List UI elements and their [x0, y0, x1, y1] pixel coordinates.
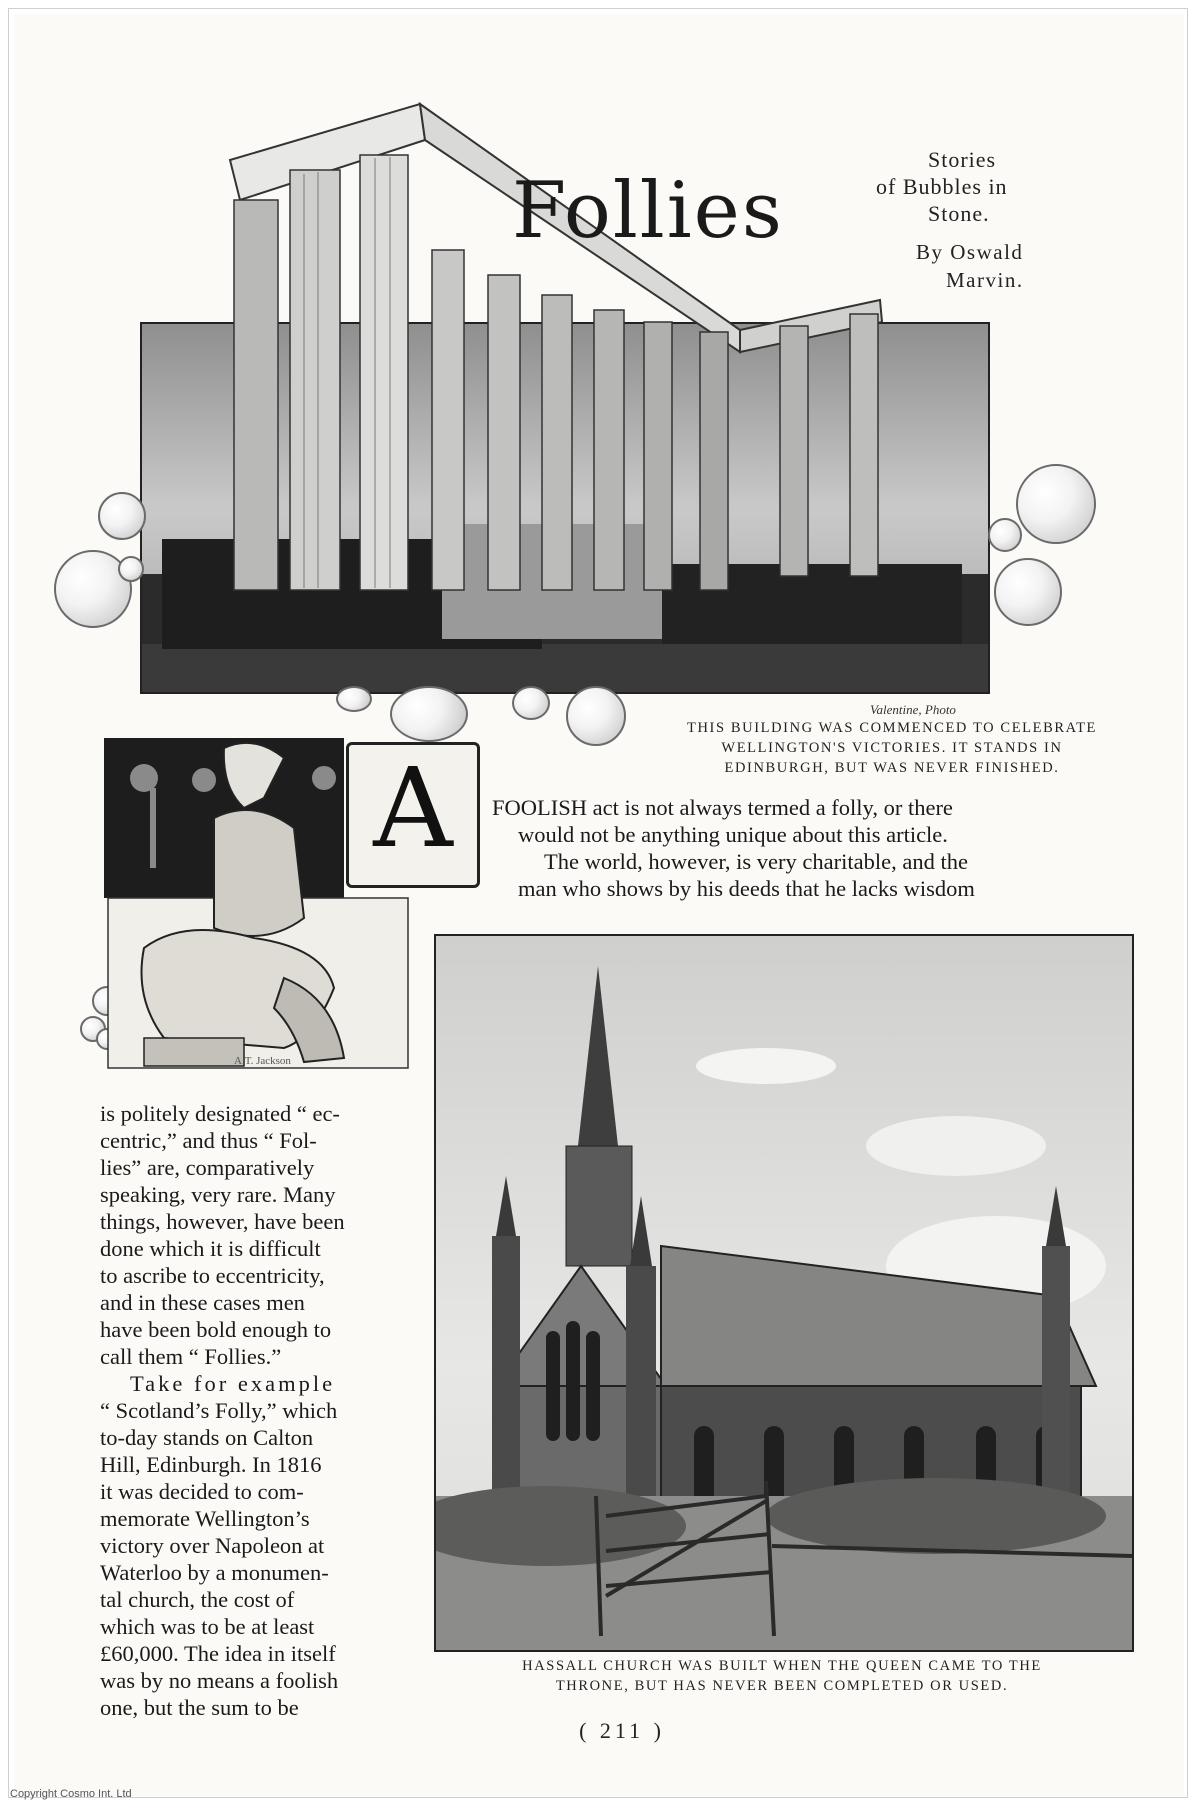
text-line: tal church, the cost of [100, 1587, 295, 1612]
text-line: “ Scotland’s Folly,” which [100, 1398, 338, 1423]
body-column [100, 1100, 402, 1721]
text-line: centric,” and thus “ Fol- [100, 1128, 317, 1153]
church-illustration [436, 936, 1132, 1650]
bubble-decoration [118, 556, 144, 582]
text-line: one, but the sum to be [100, 1695, 299, 1720]
bubble-decoration [1016, 464, 1096, 544]
text-line: Waterloo by a monumen- [100, 1560, 329, 1585]
drop-cap-panel [346, 742, 480, 888]
text-line: The world, however, is very charitable, and the [544, 849, 968, 874]
caption-line: WELLINGTON'S VICTORIES. IT STANDS IN [721, 740, 1063, 756]
text-line: memorate Wellington’s [100, 1506, 310, 1531]
text-line: lies” are, comparatively [100, 1155, 315, 1180]
text-line: it was decided to com- [100, 1479, 304, 1504]
text-line: to-day stands on Calton [100, 1425, 314, 1450]
bubble-decoration [512, 686, 550, 720]
text-line: speaking, very rare. Many [100, 1182, 336, 1207]
bubble-decoration [336, 686, 372, 712]
text-line: man who shows by his deeds that he lacks wisdom [518, 876, 975, 901]
text-line: have been bold enough to [100, 1317, 332, 1342]
caption-line: HASSALL CHURCH WAS BUILT WHEN THE QUEEN CAME TO THE [522, 1658, 1042, 1674]
text-line: and in these cases men [100, 1290, 305, 1315]
bubble-decoration [988, 518, 1022, 552]
caption-line: THRONE, BUT HAS NEVER BEEN COMPLETED OR USED. [555, 1678, 1009, 1694]
caption-line: EDINBURGH, BUT WAS NEVER FINISHED. [724, 760, 1060, 776]
subtitle-line: Stories [928, 147, 997, 172]
subtitle-line: of Bubbles in [876, 174, 1008, 199]
text-line: victory over Napoleon at [100, 1533, 325, 1558]
page-number: ( 211 ) [579, 1718, 665, 1743]
text-line: Hill, Edinburgh. In 1816 [100, 1452, 322, 1477]
copyright-notice: Copyright Cosmo Int. Ltd [10, 1788, 132, 1800]
bubble-decoration [390, 686, 468, 742]
church-photo [434, 934, 1134, 1652]
bubble-decoration [994, 558, 1062, 626]
text-line: would not be anything unique about this article. [518, 822, 948, 847]
opening-paragraph [492, 794, 1130, 902]
subtitle-line: Stone. [928, 201, 990, 226]
monument-caption [632, 718, 1152, 778]
byline [916, 238, 1116, 294]
bubble-decoration [98, 492, 146, 540]
text-line: to ascribe to eccentricity, [100, 1263, 325, 1288]
photo-credit: Valentine, Photo [870, 702, 956, 717]
text-line: call them “ Follies.” [100, 1344, 282, 1369]
text-line: which was to be at least [100, 1614, 315, 1639]
byline-line: Marvin. [946, 268, 1024, 292]
article-title: Follies [512, 166, 784, 257]
drop-cap-letter: A [373, 744, 453, 872]
church-caption [434, 1656, 1130, 1696]
byline-line: By Oswald [916, 240, 1024, 264]
caption-line: THIS BUILDING WAS COMMENCED TO CELEBRATE [687, 720, 1097, 736]
bubble-decoration [566, 686, 626, 746]
article-subtitle [876, 146, 1106, 227]
text-line: Take for example [130, 1371, 336, 1396]
text-line: FOOLISH act is not always termed a folly, or there [492, 795, 953, 820]
text-line: things, however, have been [100, 1209, 345, 1234]
text-line: is politely designated “ ec- [100, 1101, 340, 1126]
text-line: done which it is difficult [100, 1236, 321, 1261]
text-line: was by no means a foolish [100, 1668, 339, 1693]
artist-signature: A.T. Jackson [234, 1055, 291, 1067]
text-line: £60,000. The idea in itself [100, 1641, 336, 1666]
